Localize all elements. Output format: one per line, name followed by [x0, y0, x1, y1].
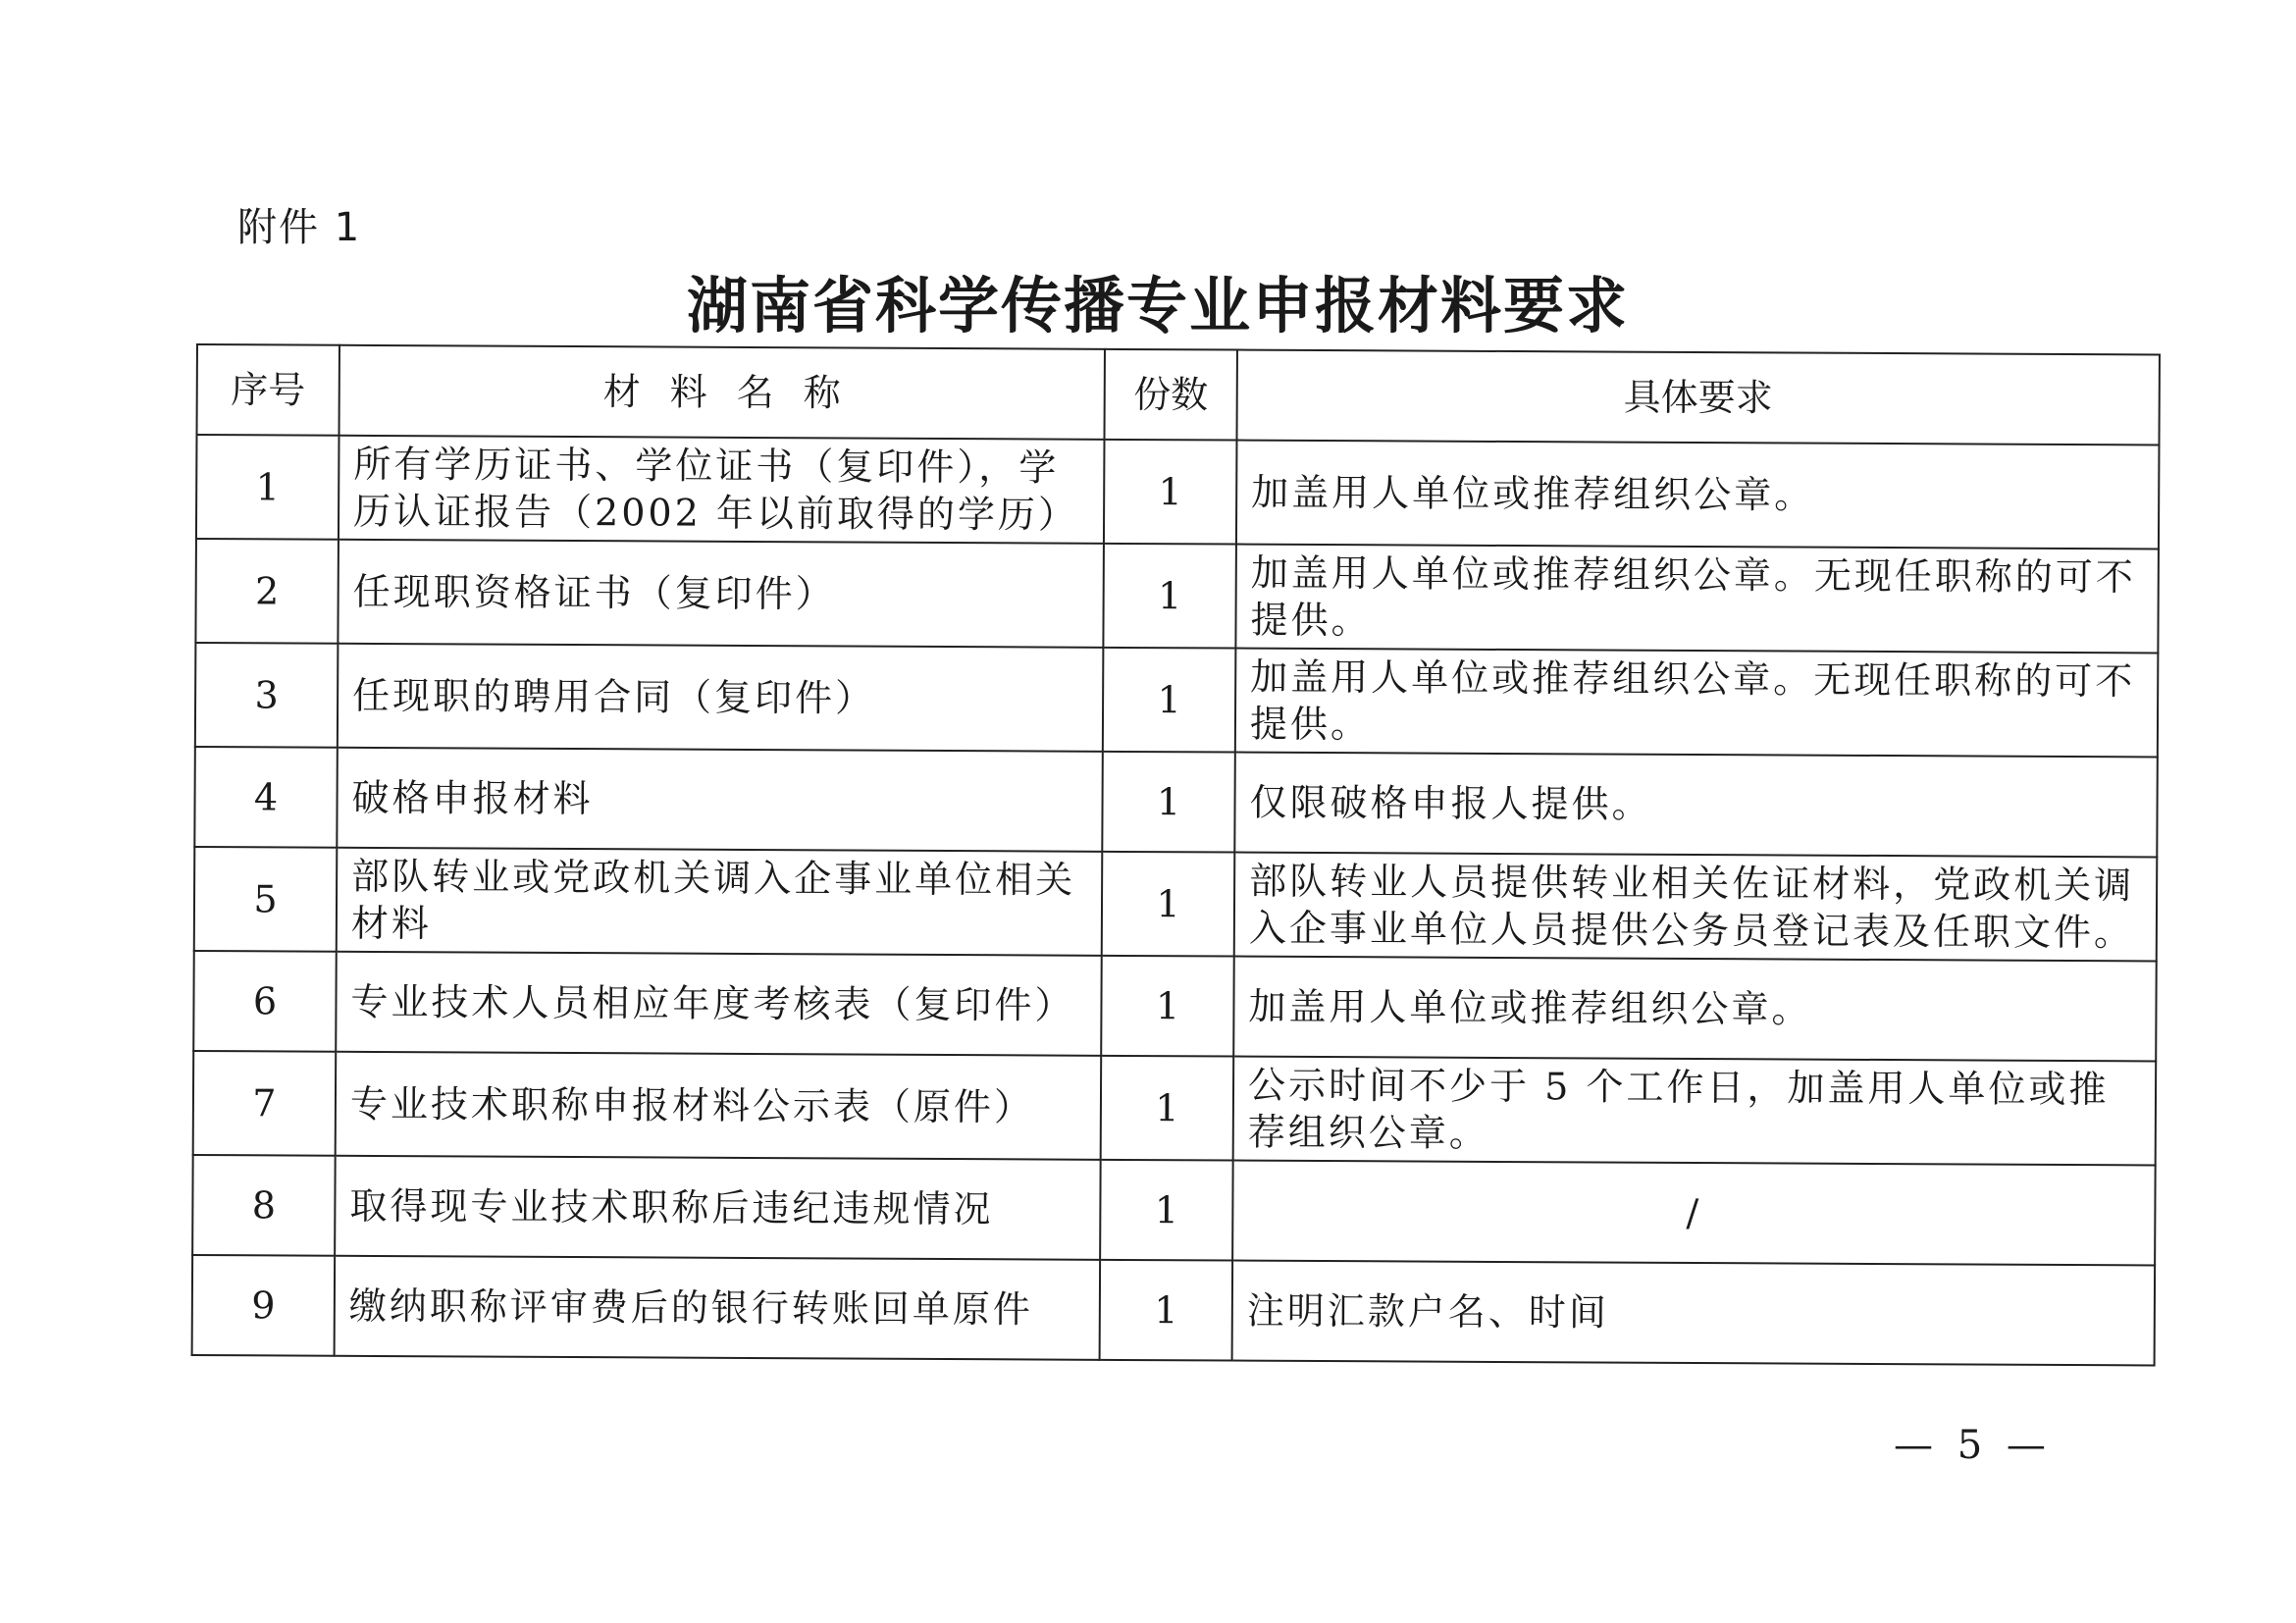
row-requirement: 加盖用人单位或推荐组织公章。无现任职称的可不提供。: [1235, 649, 2159, 758]
table-row: [192, 1155, 2156, 1265]
table-header-row: [197, 344, 2160, 445]
table-row: [194, 847, 2158, 961]
row-copies: 1: [1102, 852, 1235, 957]
table-row: [196, 435, 2160, 549]
header-num: 序号: [197, 344, 339, 436]
row-requirement: 加盖用人单位或推荐组织公章。无现任职称的可不提供。: [1235, 545, 2159, 654]
table-row: [195, 539, 2159, 653]
row-requirement: 注明汇款户名、时间: [1232, 1261, 2156, 1366]
row-material-name: 专业技术职称申报材料公示表（原件）: [336, 1052, 1102, 1160]
row-material-name: 任现职资格证书（复印件）: [338, 540, 1104, 648]
row-material-name: 缴纳职称评审费后的银行转账回单原件: [335, 1256, 1101, 1360]
table-row: [195, 643, 2159, 757]
table-row: [194, 747, 2158, 857]
row-copies: 1: [1101, 1056, 1234, 1161]
row-num: 8: [192, 1155, 336, 1256]
document-title: 湖南省科学传播专业申报材料要求: [686, 270, 1629, 341]
row-num: 6: [193, 951, 337, 1052]
row-num: 5: [194, 847, 338, 952]
row-material-name: 专业技术人员相应年度考核表（复印件）: [336, 952, 1102, 1056]
row-num: 2: [195, 539, 339, 644]
table-row: [192, 1255, 2156, 1365]
attachment-label: 附件 1: [237, 205, 362, 250]
row-copies: 1: [1104, 440, 1237, 545]
row-copies: 1: [1100, 1260, 1233, 1361]
row-material-name: 破格申报材料: [337, 748, 1103, 852]
row-requirement: 公示时间不少于 5 个工作日，加盖用人单位或推荐组织公章。: [1233, 1057, 2157, 1166]
row-num: 7: [193, 1051, 337, 1156]
row-requirement: /: [1232, 1161, 2156, 1266]
row-num: 1: [196, 435, 339, 540]
row-requirement: 加盖用人单位或推荐组织公章。: [1233, 957, 2157, 1062]
table-row: [193, 1051, 2157, 1165]
header-name: 材料名称: [339, 345, 1105, 440]
requirements-table: [191, 343, 2161, 1366]
row-num: 9: [192, 1255, 336, 1356]
row-requirement: 仅限破格申报人提供。: [1234, 753, 2158, 858]
row-num: 3: [195, 643, 339, 748]
row-copies: 1: [1100, 1160, 1233, 1261]
table-row: [193, 951, 2157, 1061]
row-material-name: 取得现专业技术职称后违纪违规情况: [335, 1156, 1101, 1260]
row-material-name: 部队转业或党政机关调入企事业单位相关材料: [337, 848, 1103, 956]
row-num: 4: [194, 747, 338, 848]
header-requirement: 具体要求: [1236, 350, 2159, 445]
header-copies: 份数: [1105, 349, 1237, 441]
row-requirement: 部队转业人员提供转业相关佐证材料，党政机关调入企事业单位人员提供公务员登记表及任职文件。: [1234, 853, 2158, 962]
row-material-name: 所有学历证书、学位证书（复印件），学历认证报告（2002 年以前取得的学历）: [339, 436, 1105, 544]
row-copies: 1: [1103, 648, 1236, 753]
row-copies: 1: [1103, 544, 1236, 649]
row-requirement: 加盖用人单位或推荐组织公章。: [1236, 441, 2160, 550]
row-copies: 1: [1101, 956, 1234, 1057]
row-material-name: 任现职的聘用合同（复印件）: [338, 644, 1104, 752]
row-copies: 1: [1102, 752, 1235, 853]
page-number: — 5 —: [1894, 1423, 2052, 1468]
